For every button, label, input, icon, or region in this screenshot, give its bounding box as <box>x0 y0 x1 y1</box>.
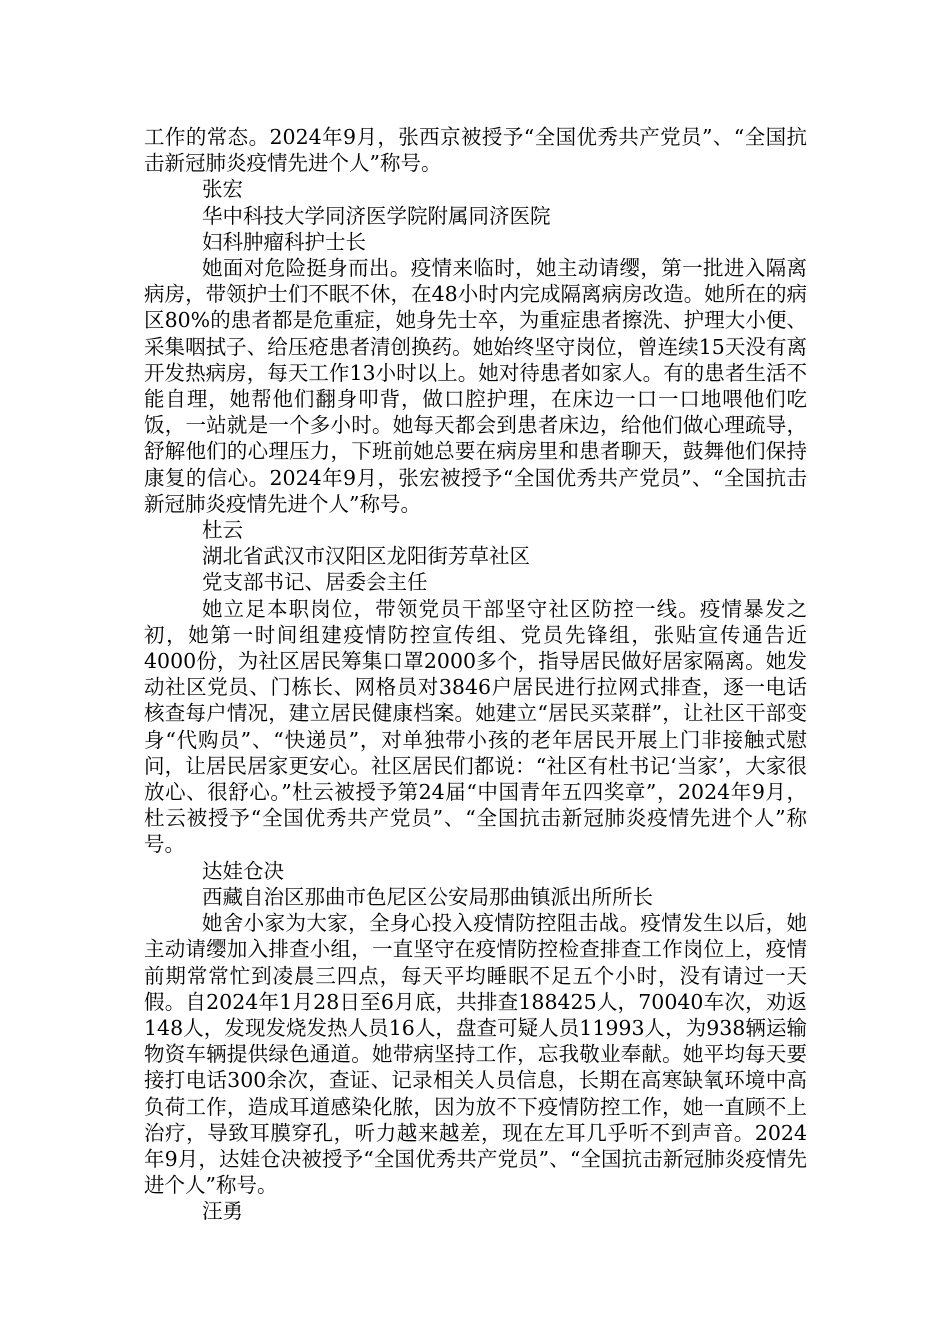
person-affiliation: 西藏自治区那曲市色尼区公安局那曲镇派出所所长 <box>202 884 653 909</box>
person-description: 她舍小家为大家，全身心投入疫情防控阻击战。疫情发生以后，她主动请缨加入排查小组，一直坚守在疫情防控检查排查工作岗位上，疫情前期常常忙到凌晨三四点，每天平均睡眠不足五个小时，没有请过一天假。自2024年1月28日至6月底，共排查188425人，70040车次，劝返148人，发现发烧发热人员16人，盘查可疑人员11993人，为938辆运输物资车辆提供绿色通道。她带病坚持工作，忘我敬业奉献。她平均每天要接打电话300余次，查证、记录相关人员信息，长期在高寒缺氧环境中高负荷工作，造成耳道感染化脓，因为放不下疫情防控工作，她一直顾不上治疗，导致耳膜穿孔，听力越来越差，现在左耳几乎听不到声音。2024年9月，达娃仓决被授予“全国优秀共产党员”、“全国抗击新冠肺炎疫情先进个人”称号。 <box>144 911 807 1198</box>
person-position: 党支部书记、居委会主任 <box>202 570 428 595</box>
person-name-wangyong: 汪勇 <box>202 1199 243 1224</box>
person-description: 她立足本职岗位，带领党员干部坚守社区防控一线。疫情暴发之初，她第一时间组建疫情防控宣传组、党员先锋组，张贴宣传通告近4000份，为社区居民筹集口罩2000多个，指导居民做好居家隔离。她发动社区党员、门栋长、网格员对3846户居民进行拉网式排查，逐一电话核查每户情况，建立居民健康档案。她建立“居民买菜群”，让社区干部变身“代购员”、“快递员”，对单独带小孩的老年居民开展上门非接触式慰问，让居民居家更安心。社区居民们都说：“社区有杜书记‘当家’，大家很放心、很舒心。”杜云被授予第24届“中国青年五四奖章”，2024年9月，杜云被授予“全国优秀共产党员”、“全国抗击新冠肺炎疫情先进个人”称号。 <box>144 596 807 857</box>
person-name-zhanghong: 张宏 <box>202 177 243 202</box>
person-affiliation: 华中科技大学同济医学院附属同济医院 <box>202 203 551 228</box>
person-affiliation: 湖北省武汉市汉阳区龙阳街芳草社区 <box>202 544 530 569</box>
person-name-duyun: 杜云 <box>202 518 243 543</box>
person-position: 妇科肿瘤科护士长 <box>202 229 366 254</box>
document-body <box>144 124 807 1225</box>
paragraph-continuation: 工作的常态。2024年9月，张西京被授予“全国优秀共产党员”、“全国抗击新冠肺炎疫情先进个人”称号。 <box>144 125 807 176</box>
person-description: 她面对危险挺身而出。疫情来临时，她主动请缨，第一批进入隔离病房，带领护士们不眠不休，在48小时内完成隔离病房改造。她所在的病区80%的患者都是危重症，她身先士卒，为重症患者擦洗、护理大小便、采集咽拭子、给压疮患者清创换药。她始终坚守岗位，曾连续15天没有离开发热病房，每天工作13小时以上。她对待患者如家人。有的患者生活不能自理，她帮他们翻身叩背，做口腔护理，在床边一口一口地喂他们吃饭，一站就是一个多小时。她每天都会到患者床边，给他们做心理疏导，舒解他们的心理压力，下班前她总要在病房里和患者聊天，鼓舞他们保持康复的信心。2024年9月，张宏被授予“全国优秀共产党员”、“全国抗击新冠肺炎疫情先进个人”称号。 <box>144 256 807 516</box>
person-name-dawacangjue: 达娃仓决 <box>202 858 284 883</box>
